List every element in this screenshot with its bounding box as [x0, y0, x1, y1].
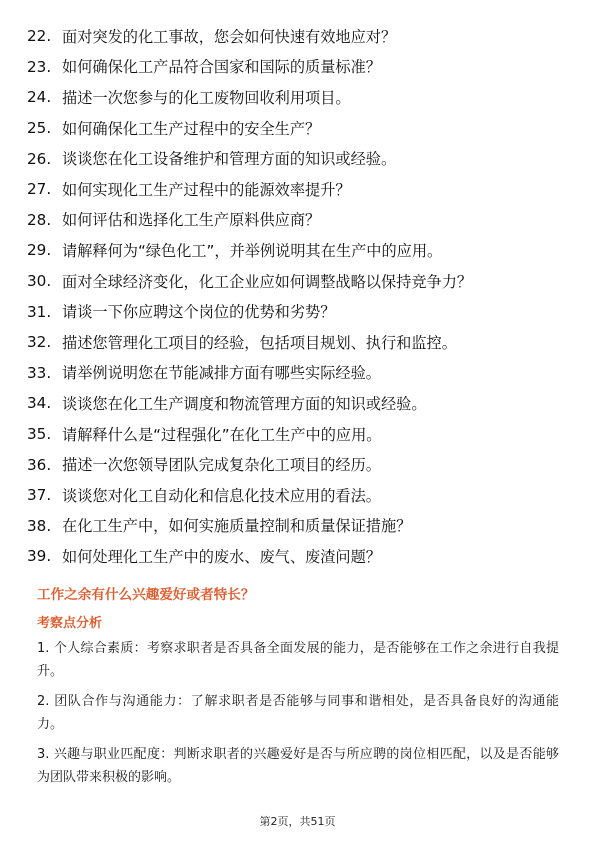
question-number: 38.	[27, 516, 52, 535]
question-number: 24.	[27, 88, 52, 107]
question-item	[27, 143, 572, 174]
question-number: 36.	[27, 455, 52, 474]
analysis-point: 1. 个人综合素质：考察求职者是否具备全面发展的能力，是否能够在工作之余进行自我提升。	[37, 641, 559, 679]
page-number-footer: 第2页，共51页	[259, 815, 336, 828]
question-item	[27, 327, 572, 358]
question-item	[27, 235, 572, 266]
question-item	[27, 296, 572, 327]
question-number: 28.	[27, 210, 52, 229]
question-text: 请解释什么是“过程强化”在化工生产中的应用。	[62, 425, 382, 444]
question-text: 描述您管理化工项目的经验，包括项目规划、执行和监控。	[62, 333, 457, 352]
question-number: 23.	[27, 57, 52, 76]
question-item	[27, 113, 572, 144]
question-text: 在化工生产中，如何实施质量控制和质量保证措施？	[62, 517, 412, 536]
question-number: 39.	[27, 547, 52, 566]
question-text: 谈谈您在化工设备维护和管理方面的知识或经验。	[62, 150, 397, 169]
question-text: 如何处理化工生产中的废水、废气、废渣问题？	[62, 547, 381, 566]
question-text: 如何评估和选择化工生产原料供应商？	[62, 211, 321, 230]
question-item	[27, 419, 572, 450]
question-number: 26.	[27, 149, 52, 168]
question-number: 22.	[27, 27, 52, 46]
question-text: 谈谈您在化工生产调度和物流管理方面的知识或经验。	[62, 394, 427, 413]
question-text: 描述一次您参与的化工废物回收利用项目。	[62, 88, 351, 107]
question-item	[27, 541, 572, 572]
question-text: 请解释何为“绿色化工”，并举例说明其在生产中的应用。	[62, 241, 443, 260]
question-item	[27, 205, 572, 236]
question-item	[27, 21, 572, 52]
question-number: 37.	[27, 486, 52, 505]
question-item	[27, 174, 572, 205]
question-text: 请举例说明您在节能减排方面有哪些实际经验。	[62, 364, 381, 383]
question-item	[27, 358, 572, 389]
question-item	[27, 52, 572, 83]
question-text: 如何确保化工产品符合国家和国际的质量标准？	[62, 58, 381, 77]
question-text: 面对全球经济变化，化工企业应如何调整战略以保持竞争力？	[62, 272, 473, 291]
question-text: 请谈一下你应聘这个岗位的优势和劣势？	[62, 303, 336, 322]
question-text: 谈谈您对化工自动化和信息化技术应用的看法。	[62, 486, 381, 505]
question-number: 27.	[27, 180, 52, 199]
analysis-point: 2. 团队合作与沟通能力：了解求职者是否能够与同事和谐相处，是否具备良好的沟通能力。	[37, 694, 559, 732]
question-text: 如何确保化工生产过程中的安全生产？	[62, 119, 321, 138]
question-item	[27, 511, 572, 542]
question-item	[27, 388, 572, 419]
question-number: 30.	[27, 272, 52, 291]
question-number: 29.	[27, 241, 52, 260]
question-text: 面对突发的化工事故，您会如何快速有效地应对？	[62, 27, 397, 46]
question-number: 25.	[27, 119, 52, 138]
question-text: 描述一次您领导团队完成复杂化工项目的经历。	[62, 456, 381, 475]
section-heading: 工作之余有什么兴趣爱好或者特长？	[37, 587, 255, 603]
question-number: 34.	[27, 394, 52, 413]
question-number: 33.	[27, 363, 52, 382]
question-number: 31.	[27, 302, 52, 321]
question-item	[27, 266, 572, 297]
question-text: 如何实现化工生产过程中的能源效率提升？	[62, 180, 351, 199]
question-item	[27, 480, 572, 511]
question-list	[27, 21, 572, 572]
question-number: 35.	[27, 425, 52, 444]
analysis-points	[37, 637, 559, 796]
question-item	[27, 82, 572, 113]
analysis-heading: 考察点分析	[37, 616, 103, 631]
question-item	[27, 449, 572, 480]
question-number: 32.	[27, 333, 52, 352]
analysis-point: 3. 兴趣与职业匹配度：判断求职者的兴趣爱好是否与所应聘的岗位相匹配，以及是否能够为团队带来积极的影响。	[37, 747, 559, 785]
